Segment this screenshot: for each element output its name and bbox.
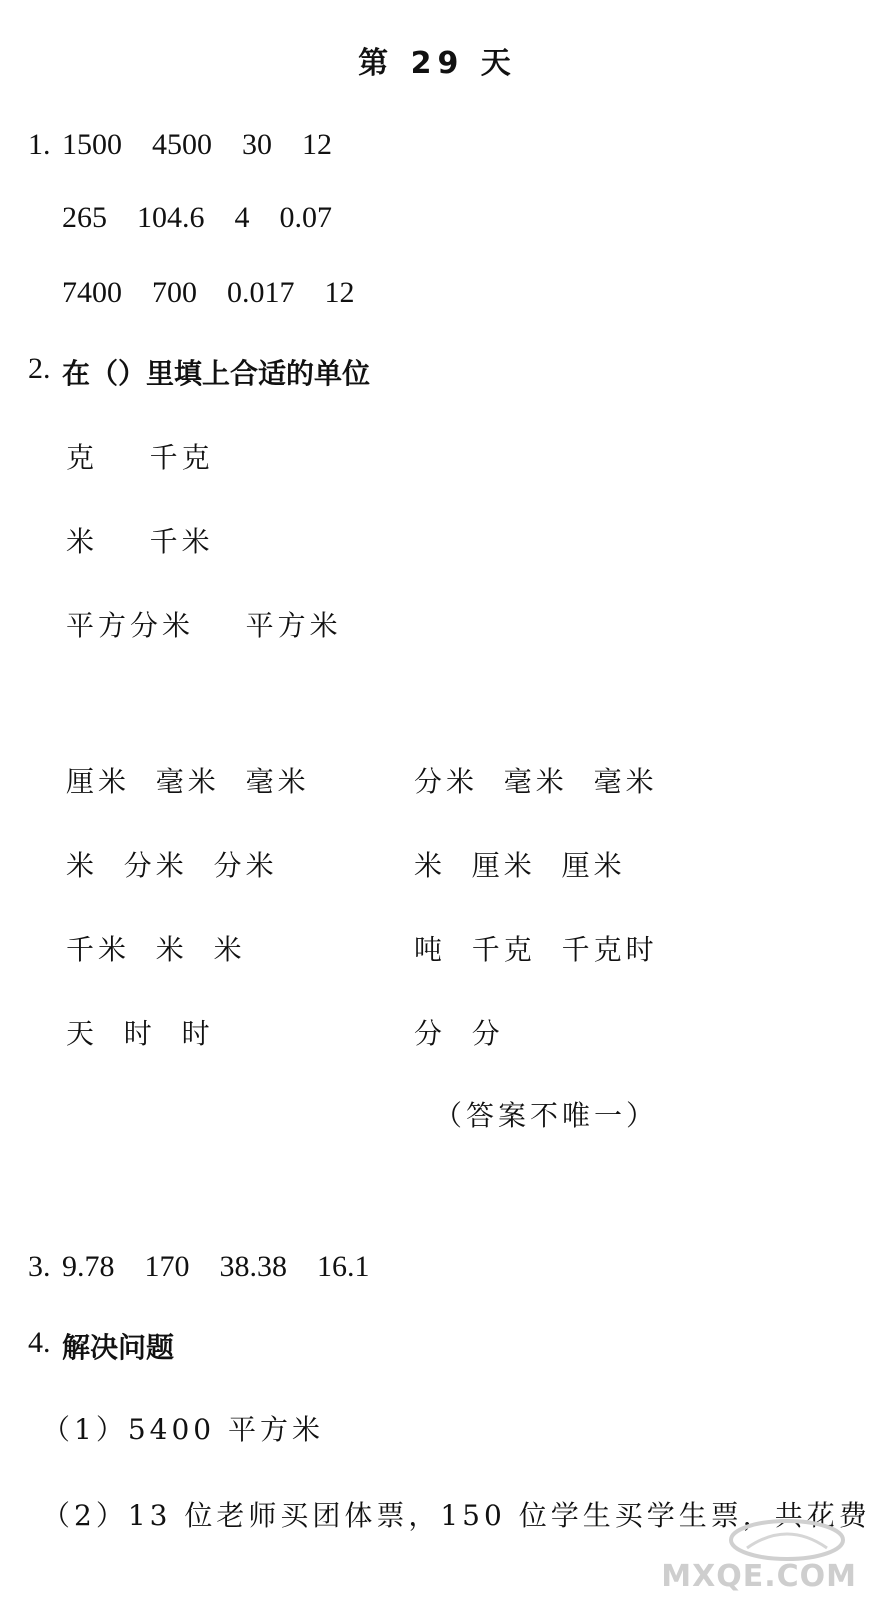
page-title: 第 29 天: [358, 46, 517, 81]
section4-number: 4.: [28, 1326, 51, 1359]
left-unit-row-3: 千米 米 米: [66, 933, 246, 966]
section1-number: 1.: [28, 128, 51, 161]
section3-number: 3.: [28, 1250, 51, 1283]
section1-row-1: 1500 4500 30 12: [62, 128, 332, 161]
problem-2: （2）13 位老师买团体票，150 位学生买学生票，共花费: [42, 1499, 871, 1532]
left-unit-row-1: 厘米 毫米 毫米: [66, 765, 310, 798]
right-unit-row-2: 米 厘米 厘米: [414, 849, 626, 882]
section3-values: 9.78 170 38.38 16.1: [62, 1250, 370, 1283]
unit-row-1: 克 千克: [66, 441, 214, 474]
section4-title: 解决问题: [62, 1331, 175, 1364]
right-unit-row-3: 吨 千克 千克时: [414, 933, 658, 966]
right-unit-row-4: 分 分: [414, 1017, 504, 1050]
watermark-logo-icon: [727, 1518, 847, 1562]
watermark-text: MXQE.COM: [661, 1559, 857, 1594]
section2-title: 在（）里填上合适的单位: [62, 357, 371, 390]
left-unit-row-2: 米 分米 分米: [66, 849, 278, 882]
section2-number: 2.: [28, 352, 51, 385]
unit-row-3: 平方分米 平方米: [66, 609, 342, 642]
right-unit-row-1: 分米 毫米 毫米: [414, 765, 658, 798]
section1-row-2: 265 104.6 4 0.07: [62, 201, 332, 234]
section1-row-3: 7400 700 0.017 12: [62, 276, 355, 309]
left-unit-row-4: 天 时 时: [66, 1017, 214, 1050]
answer-note: （答案不唯一）: [434, 1099, 659, 1132]
unit-row-2: 米 千米: [66, 525, 214, 558]
problem-1: （1）5400 平方米: [42, 1413, 324, 1446]
